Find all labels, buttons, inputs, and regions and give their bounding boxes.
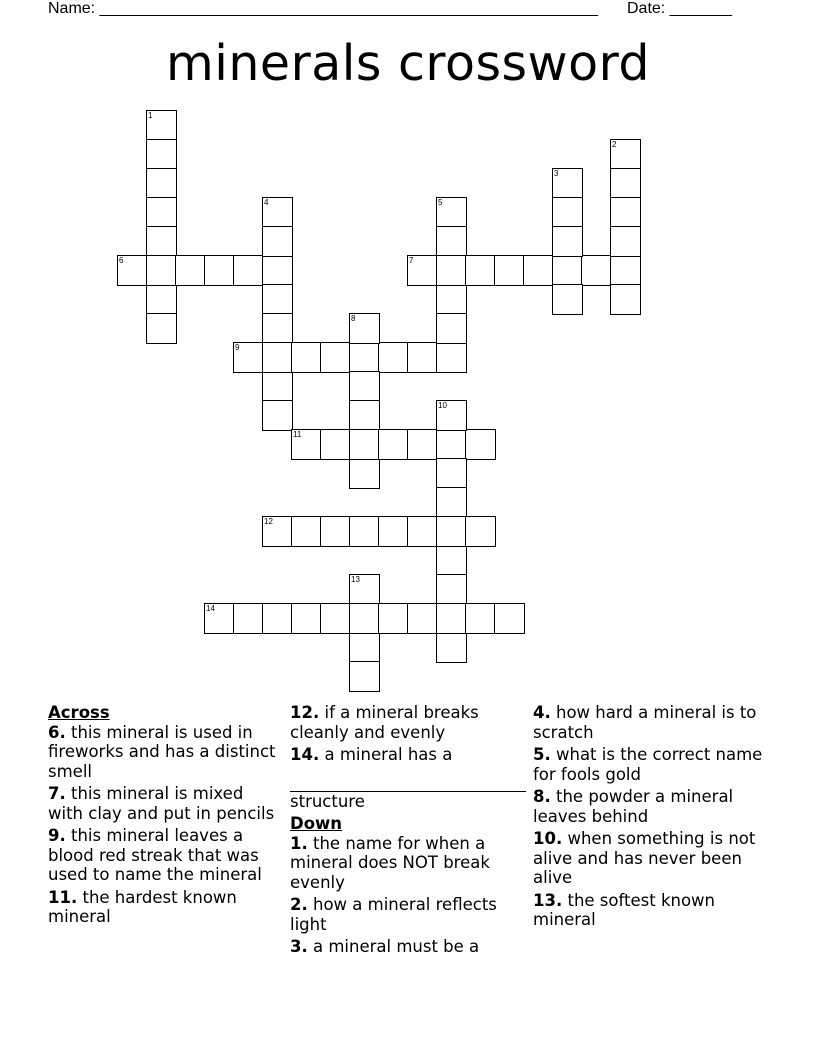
cell-number: 9 bbox=[235, 343, 240, 352]
crossword-cell[interactable] bbox=[349, 458, 380, 489]
crossword-cell[interactable] bbox=[494, 255, 525, 286]
crossword-cell[interactable] bbox=[436, 342, 467, 373]
crossword-cell[interactable] bbox=[436, 429, 467, 460]
crossword-cell[interactable] bbox=[175, 255, 206, 286]
clue-across-9 bbox=[48, 826, 280, 885]
crossword-cell[interactable] bbox=[320, 603, 351, 634]
crossword-cell[interactable] bbox=[146, 284, 177, 315]
clue-number: 3. bbox=[290, 937, 308, 956]
clue-number: 13. bbox=[533, 890, 563, 910]
crossword-cell[interactable] bbox=[610, 255, 641, 286]
clue-down-10 bbox=[533, 829, 765, 888]
crossword-cell[interactable] bbox=[407, 429, 438, 460]
crossword-cell[interactable] bbox=[262, 226, 293, 257]
clue-across-12 bbox=[290, 703, 526, 742]
clue-number: 12. bbox=[290, 703, 320, 722]
crossword-cell[interactable] bbox=[436, 313, 467, 344]
crossword-cell[interactable] bbox=[378, 342, 409, 373]
crossword-cell[interactable] bbox=[436, 574, 467, 605]
crossword-cell[interactable] bbox=[262, 603, 293, 634]
clue-down-5 bbox=[533, 745, 765, 784]
crossword-cell[interactable] bbox=[552, 197, 583, 228]
crossword-cell[interactable] bbox=[146, 255, 177, 286]
crossword-cell[interactable] bbox=[465, 255, 496, 286]
clue-text: the softest known mineral bbox=[533, 890, 716, 929]
crossword-cell[interactable] bbox=[291, 429, 322, 460]
crossword-cell[interactable] bbox=[610, 226, 641, 257]
cell-number: 4 bbox=[264, 198, 269, 207]
crossword-cell[interactable] bbox=[552, 226, 583, 257]
crossword-cell[interactable] bbox=[146, 197, 177, 228]
page-title: minerals crossword bbox=[166, 35, 650, 92]
clue-column-2 bbox=[290, 703, 526, 960]
crossword-cell[interactable] bbox=[291, 516, 322, 547]
crossword-cell[interactable] bbox=[233, 342, 264, 373]
clue-number: 10. bbox=[533, 829, 563, 848]
crossword-cell[interactable] bbox=[262, 516, 293, 547]
clue-text-after: structure bbox=[290, 791, 365, 811]
crossword-cell[interactable] bbox=[349, 342, 380, 373]
crossword-cell[interactable] bbox=[117, 255, 148, 286]
cell-number: 14 bbox=[206, 604, 215, 613]
cell-number: 1 bbox=[148, 111, 153, 120]
clue-number: 4. bbox=[533, 703, 551, 722]
clue-column-1 bbox=[48, 703, 280, 930]
cell-number: 8 bbox=[351, 314, 356, 323]
clue-across-7 bbox=[48, 784, 280, 823]
cell-number: 2 bbox=[612, 140, 617, 149]
crossword-cell[interactable] bbox=[465, 516, 496, 547]
crossword-cell[interactable] bbox=[262, 371, 293, 402]
crossword-cell[interactable] bbox=[204, 255, 235, 286]
crossword-cell[interactable] bbox=[436, 603, 467, 634]
cell-number: 11 bbox=[293, 430, 302, 439]
crossword-cell[interactable] bbox=[349, 516, 380, 547]
crossword-cell[interactable] bbox=[494, 603, 525, 634]
clue-text: this mineral is mixed with clay and put in pencils bbox=[48, 784, 275, 823]
clue-number: 1. bbox=[290, 833, 308, 853]
clue-across-11 bbox=[48, 888, 280, 927]
clue-across-14 bbox=[290, 745, 526, 811]
clue-number: 2. bbox=[290, 895, 308, 914]
clue-text: a mineral must be a bbox=[307, 937, 480, 956]
crossword-cell[interactable] bbox=[291, 603, 322, 634]
clue-down-3 bbox=[290, 937, 526, 957]
crossword-cell[interactable] bbox=[146, 313, 177, 344]
crossword-cell[interactable] bbox=[436, 226, 467, 257]
crossword-cell[interactable] bbox=[610, 284, 641, 315]
crossword-cell[interactable] bbox=[523, 255, 554, 286]
clue-text: a mineral has a bbox=[319, 745, 453, 764]
crossword-cell[interactable] bbox=[610, 168, 641, 199]
clue-text: if a mineral breaks cleanly and evenly bbox=[290, 703, 479, 742]
clue-number: 8. bbox=[533, 787, 551, 806]
crossword-cell[interactable] bbox=[610, 197, 641, 228]
clue-text: the powder a mineral leaves behind bbox=[533, 787, 734, 826]
cell-number: 13 bbox=[351, 575, 360, 584]
clue-down-4 bbox=[533, 703, 765, 742]
clue-number: 9. bbox=[48, 826, 66, 845]
clue-column-3 bbox=[533, 703, 765, 933]
cell-number: 10 bbox=[438, 401, 447, 410]
clue-across-6 bbox=[48, 723, 280, 782]
down-heading: Down bbox=[290, 814, 343, 833]
crossword-cell[interactable] bbox=[262, 400, 293, 431]
crossword-cell[interactable] bbox=[436, 487, 467, 518]
clue-down-2 bbox=[290, 895, 526, 934]
clue-text: how hard a mineral is to scratch bbox=[533, 703, 757, 742]
clue-text: the hardest known mineral bbox=[48, 887, 237, 926]
date-field-label[interactable]: Date: _______ bbox=[627, 0, 732, 17]
crossword-cell[interactable] bbox=[436, 516, 467, 547]
crossword-cell[interactable] bbox=[581, 255, 612, 286]
clue-text: when something is not alive and has never been alive bbox=[533, 829, 756, 887]
crossword-cell[interactable] bbox=[349, 632, 380, 663]
crossword-cell[interactable] bbox=[436, 632, 467, 663]
crossword-cell[interactable] bbox=[349, 400, 380, 431]
crossword-cell[interactable] bbox=[146, 110, 177, 141]
crossword-cell[interactable] bbox=[349, 371, 380, 402]
crossword-cell[interactable] bbox=[320, 342, 351, 373]
crossword-cell[interactable] bbox=[233, 603, 264, 634]
clue-text: the name for when a mineral does NOT break evenly bbox=[290, 833, 490, 892]
crossword-cell[interactable] bbox=[349, 661, 380, 692]
crossword-cell[interactable] bbox=[436, 458, 467, 489]
crossword-cell[interactable] bbox=[407, 516, 438, 547]
crossword-cell[interactable] bbox=[146, 226, 177, 257]
crossword-cell[interactable] bbox=[378, 516, 409, 547]
crossword-cell[interactable] bbox=[262, 197, 293, 228]
crossword-cell[interactable] bbox=[407, 255, 438, 286]
clue-number: 6. bbox=[48, 722, 66, 742]
clue-text: what is the correct name for fools gold bbox=[533, 745, 763, 784]
crossword-cell[interactable] bbox=[291, 342, 322, 373]
crossword-cell[interactable] bbox=[465, 429, 496, 460]
crossword-cell[interactable] bbox=[320, 429, 351, 460]
clue-text: how a mineral reflects light bbox=[290, 895, 497, 934]
crossword-cell[interactable] bbox=[436, 545, 467, 576]
crossword-cell[interactable] bbox=[407, 342, 438, 373]
crossword-cell[interactable] bbox=[349, 574, 380, 605]
cell-number: 5 bbox=[438, 198, 443, 207]
clue-text: this mineral is used in fireworks and has a distinct smell bbox=[48, 722, 276, 781]
crossword-cell[interactable] bbox=[610, 139, 641, 170]
clue-down-13 bbox=[533, 891, 765, 930]
crossword-cell[interactable] bbox=[378, 429, 409, 460]
crossword-cell[interactable] bbox=[436, 255, 467, 286]
crossword-cell[interactable] bbox=[262, 313, 293, 344]
crossword-cell[interactable] bbox=[146, 168, 177, 199]
crossword-cell[interactable] bbox=[320, 516, 351, 547]
name-field-label[interactable]: Name: ________________________________________________________ bbox=[48, 0, 598, 17]
crossword-cell[interactable] bbox=[436, 400, 467, 431]
crossword-cell[interactable] bbox=[233, 255, 264, 286]
clue-down-8 bbox=[533, 787, 765, 826]
crossword-cell[interactable] bbox=[349, 429, 380, 460]
across-heading: Across bbox=[48, 703, 110, 722]
cell-number: 6 bbox=[119, 256, 124, 265]
crossword-cell[interactable] bbox=[552, 284, 583, 315]
crossword-cell[interactable] bbox=[262, 255, 293, 286]
clue-number: 7. bbox=[48, 784, 66, 803]
cell-number: 3 bbox=[554, 169, 559, 178]
crossword-cell[interactable] bbox=[262, 342, 293, 373]
crossword-cell[interactable] bbox=[204, 603, 235, 634]
crossword-cell[interactable] bbox=[552, 168, 583, 199]
clue-number: 14. bbox=[290, 745, 320, 764]
clue-down-1 bbox=[290, 834, 526, 893]
clue-text: this mineral leaves a blood red streak that was used to name the mineral bbox=[48, 826, 262, 884]
crossword-cell[interactable] bbox=[262, 284, 293, 315]
answer-blank-line bbox=[290, 765, 526, 792]
clue-number: 5. bbox=[533, 745, 551, 764]
crossword-cell[interactable] bbox=[407, 603, 438, 634]
cell-number: 7 bbox=[409, 256, 414, 265]
crossword-cell[interactable] bbox=[552, 255, 583, 286]
crossword-cell[interactable] bbox=[146, 139, 177, 170]
crossword-cell[interactable] bbox=[349, 603, 380, 634]
crossword-cell[interactable] bbox=[465, 603, 496, 634]
crossword-cell[interactable] bbox=[349, 313, 380, 344]
clue-number: 11. bbox=[48, 887, 78, 907]
cell-number: 12 bbox=[264, 517, 273, 526]
crossword-cell[interactable] bbox=[436, 284, 467, 315]
crossword-cell[interactable] bbox=[436, 197, 467, 228]
crossword-cell[interactable] bbox=[378, 603, 409, 634]
